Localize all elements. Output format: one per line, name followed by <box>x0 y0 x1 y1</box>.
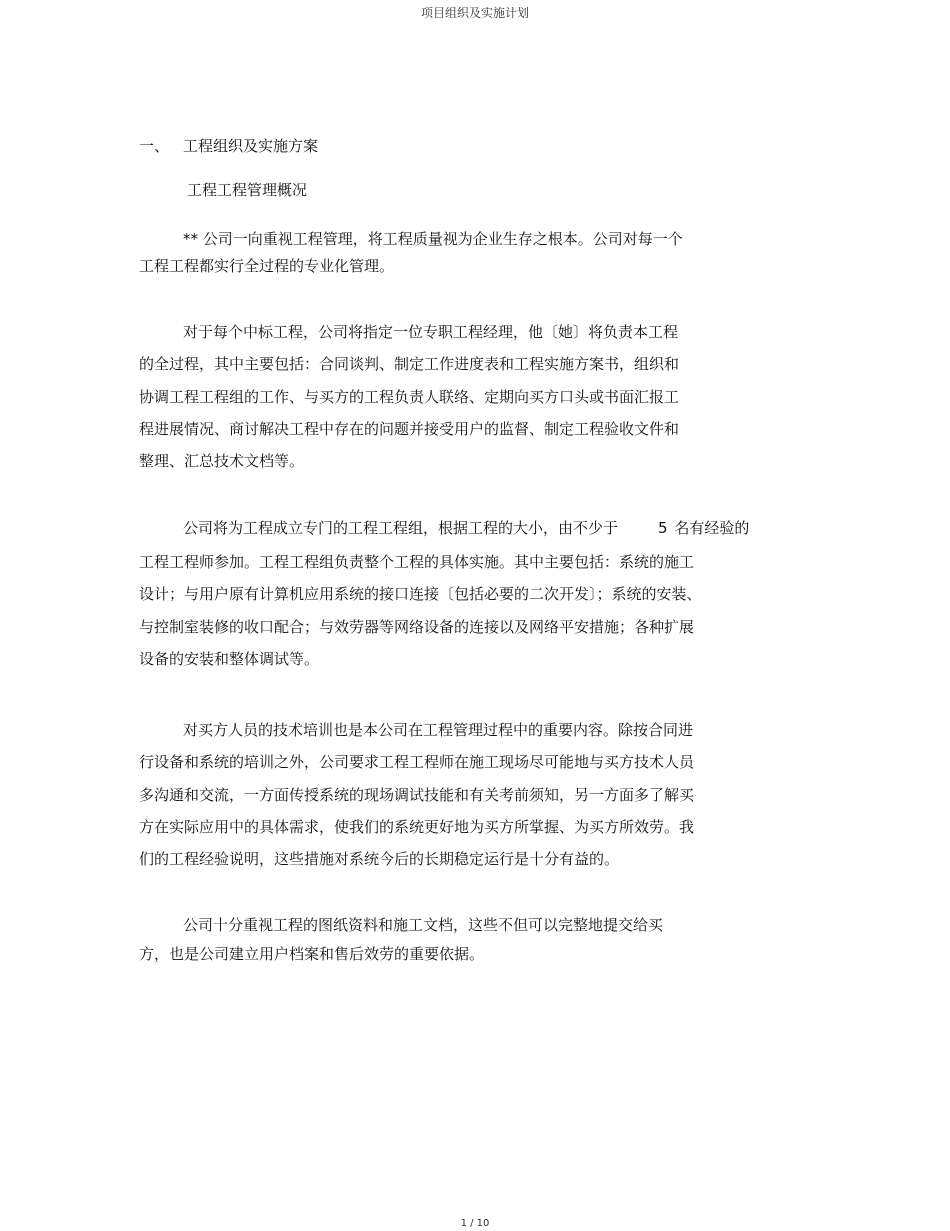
paragraph-2-line-4: 程进展情况、商讨解决工程中存在的问题并接受用户的监督、制定工程验收文件和 <box>139 420 680 438</box>
page-header: 项目组织及实施计划 <box>420 6 529 20</box>
paragraph-1-line-2: 工程工程都实行全过程的专业化管理。 <box>139 257 395 275</box>
subsection-heading: 工程工程管理概况 <box>187 181 308 199</box>
paragraph-4-line-4: 方在实际应用中的具体需求，使我们的系统更好地为买方所掌握、为买方所效劳。我 <box>139 818 695 836</box>
paragraph-3-line-1-end: 名有经验的 <box>674 519 750 537</box>
section-number: 一、 <box>139 137 170 155</box>
paragraph-3-line-1 <box>183 517 749 539</box>
paragraph-3-number: 5 <box>658 519 668 537</box>
section-title: 工程组织及实施方案 <box>183 137 319 155</box>
page-number: 1 / 10 <box>460 1218 490 1229</box>
paragraph-4-line-5: 们的工程经验说明，这些措施对系统今后的长期稳定运行是十分有益的。 <box>139 850 620 868</box>
paragraph-2-line-1: 对于每个中标工程，公司将指定一位专职工程经理，他〔她〕将负责本工程 <box>183 323 679 341</box>
paragraph-5-line-1: 公司十分重视工程的图纸资料和施工文档，这些不但可以完整地提交给买 <box>183 916 664 934</box>
paragraph-2-line-5: 整理、汇总技术文档等。 <box>139 452 305 470</box>
paragraph-1-line-1: ** 公司一向重视工程管理，将工程质量视为企业生存之根本。公司对每一个 <box>183 230 683 248</box>
paragraph-4-line-1: 对买方人员的技术培训也是本公司在工程管理过程中的重要内容。除按合同进 <box>183 721 694 739</box>
paragraph-3-line-4: 与控制室装修的收口配合；与效劳器等网络设备的连接以及网络平安措施；各种扩展 <box>139 618 695 636</box>
paragraph-5-line-2: 方，也是公司建立用户档案和售后效劳的重要依据。 <box>139 945 485 963</box>
paragraph-4-line-2: 行设备和系统的培训之外，公司要求工程工程师在施工现场尽可能地与买方技术人员 <box>139 753 695 771</box>
paragraph-3-line-1-start: 公司将为工程成立专门的工程工程组，根据工程的大小，由不少于 <box>183 519 619 537</box>
paragraph-3-line-3: 设计；与用户原有计算机应用系统的接口连接〔包括必要的二次开发〕；系统的安装、 <box>139 585 702 603</box>
paragraph-4-line-3: 多沟通和交流，一方面传授系统的现场调试技能和有关考前须知，另一方面多了解买 <box>139 786 695 804</box>
paragraph-3-line-2: 工程工程师参加。工程工程组负责整个工程的具体实施。其中主要包括：系统的施工 <box>139 553 695 571</box>
paragraph-2-line-2: 的全过程，其中主要包括：合同谈判、制定工作进度表和工程实施方案书，组织和 <box>139 355 680 373</box>
section-heading <box>139 135 318 157</box>
paragraph-3-line-5: 设备的安装和整体调试等。 <box>139 650 320 668</box>
paragraph-2-line-3: 协调工程工程组的工作、与买方的工程负责人联络、定期向买方口头或书面汇报工 <box>139 388 680 406</box>
